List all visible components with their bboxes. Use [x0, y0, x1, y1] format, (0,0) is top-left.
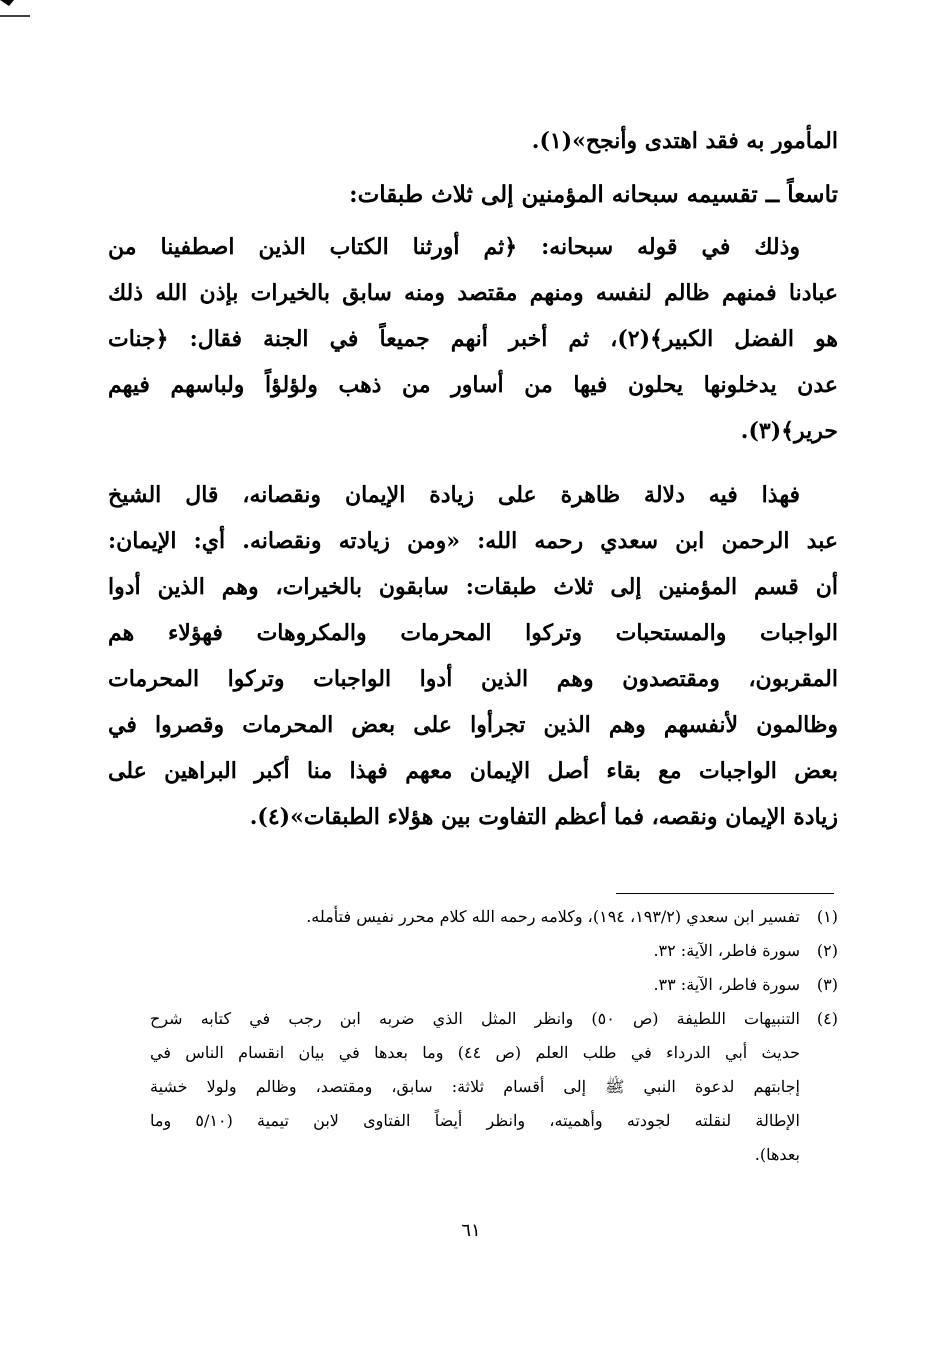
page-body — [108, 118, 838, 840]
paragraph-line: عبادنا فمنهم ظالم لنفسه ومنهم مقتصد ومنه سابق بالخيرات بإذن الله ذلك — [108, 280, 838, 306]
paragraph-quran-verse — [108, 224, 838, 454]
footnote-text — [150, 900, 800, 934]
footnote-3 — [150, 968, 838, 1002]
page-number: ٦١ — [461, 1220, 481, 1241]
footnote-line: تفسير ابن سعدي (١٩٣/٢، ١٩٤)، وكلامه رحمه الله كلام محرر نفيس فتأمله. — [306, 907, 800, 926]
paragraph-line: وظالمون لأنفسهم وهم الذين تجرأوا على بعض المحرمات وقصروا في — [108, 712, 838, 738]
paragraph-line: عدن يدخلونها يحلون فيها من أساور من ذهب ولؤلؤاً ولباسهم فيهم — [108, 372, 838, 398]
paragraph-line: زيادة الإيمان ونقصه، فما أعظم التفاوت بين هؤلاء الطبقات»(٤). — [249, 804, 838, 830]
footnote-line: سورة فاطر، الآية: ٣٢. — [653, 941, 800, 960]
footnote-2 — [150, 934, 838, 968]
continuation-line: المأمور به فقد اهتدى وأنجح»(١). — [531, 128, 838, 154]
paragraph-line: الواجبات والمستحبات وتركوا المحرمات والمكروهات فهؤلاء هم — [108, 620, 838, 646]
paragraph-line: بعض الواجبات مع بقاء أصل الإيمان معهم فهذا منا أكبر البراهين على — [108, 758, 838, 784]
footnote-text — [150, 968, 800, 1002]
paragraph-line: أن قسم المؤمنين إلى ثلاث طبقات: سابقون بالخيرات، وهم الذين أدوا — [108, 574, 838, 600]
paragraph-line: حرير﴾(٣). — [740, 418, 838, 444]
paragraph-line: فهذا فيه دلالة ظاهرة على زيادة الإيمان ونقصانه، قال الشيخ — [108, 482, 800, 508]
page-corner-mark — [0, 0, 40, 40]
footnote-text — [150, 1002, 800, 1172]
paragraph-line: هو الفضل الكبير﴾(٢)، ثم أخبر أنهم جميعاً في الجنة فقال: ﴿جنات — [108, 326, 838, 352]
paragraph-line: وذلك في قوله سبحانه: ﴿ثم أورثنا الكتاب الذين اصطفينا من — [108, 234, 800, 260]
footnote-number: (٢) — [816, 941, 838, 960]
footnote-line: حديث أبي الدرداء في طلب العلم (ص ٤٤) وما بعدها في بيان انقسام الناس في — [150, 1043, 801, 1062]
footnote-text — [150, 934, 800, 968]
footnote-line: الإطالة لنقلته لجودته وأهميته، وانظر أيضاً الفتاوى لابن تيمية (٥/١٠ وما — [150, 1111, 800, 1130]
footnote-4 — [150, 1002, 838, 1172]
footnote-1 — [150, 900, 838, 934]
paragraph-line: عبد الرحمن ابن سعدي رحمه الله: «ومن زيادته ونقصانه. أي: الإيمان: — [108, 528, 838, 554]
section-heading: تاسعاً ــ تقسيمه سبحانه المؤمنين إلى ثلاث طبقات: — [349, 181, 838, 208]
paragraph-line: المقربون، ومقتصدون وهم الذين أدوا الواجبات وتركوا المحرمات — [108, 666, 838, 692]
footnote-line: سورة فاطر، الآية: ٣٣. — [653, 975, 800, 994]
footnote-number: (١) — [816, 907, 838, 926]
footnote-separator — [616, 893, 834, 894]
footnote-line: بعدها). — [754, 1145, 800, 1164]
paragraph-commentary — [108, 472, 838, 840]
footnotes — [150, 900, 838, 1172]
footnote-line: التنبيهات اللطيفة (ص ٥٠) وانظر المثل الذي ضربه ابن رجب في كتابه شرح — [150, 1009, 800, 1028]
footnote-number: (٣) — [816, 975, 838, 994]
footnote-number: (٤) — [816, 1009, 838, 1028]
footnote-line: إجابتهم لدعوة النبي ﷺ إلى أقسام ثلاثة: سابق، ومقتصد، وظالم ولولا خشية — [150, 1077, 800, 1096]
